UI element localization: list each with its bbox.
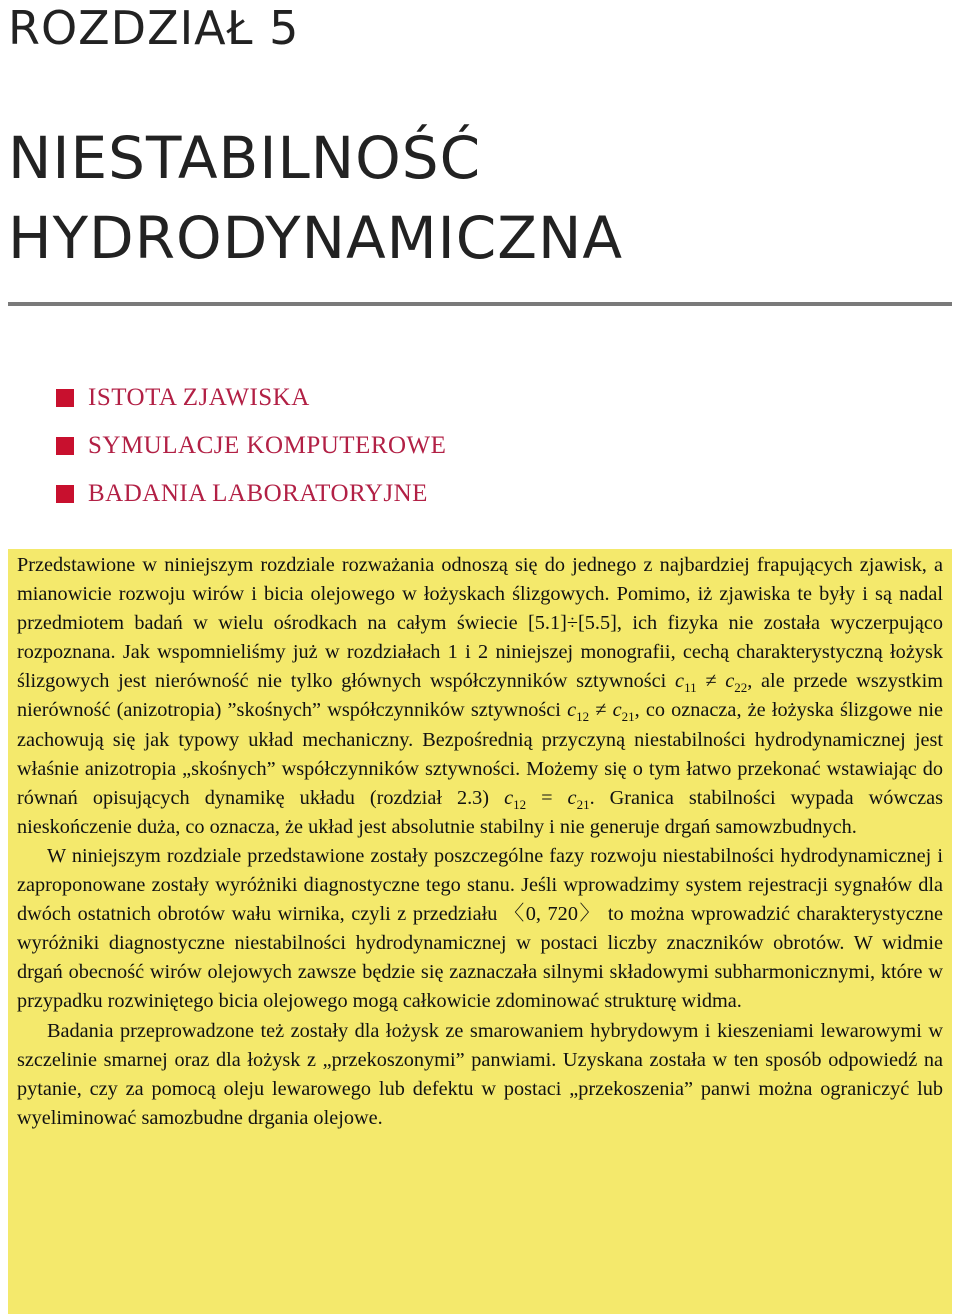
- math-subscript: 12: [576, 709, 590, 725]
- square-bullet-icon: [56, 389, 74, 407]
- math-symbol: c: [504, 786, 514, 809]
- text-run: Przedstawione w niniejszym rozdziale rozważania odnoszą się do jednego z najbardziej frapujących zjawisk, a mianowicie rozwoju wirów i bicia olejowego w łożyskach ślizgowych. Pomimo, iż zjawiska te były i są nadal przedmiotem badań w wielu ośrodkach na całym świecie [5.1]÷[5.5], ich fizyka nie została wyczerpująco rozpoznana. Jak wspomnieliśmy już w rozdziałach 1 i 2 niniejszej monografii, cechą charakterystyczną łożysk ślizgowych jest nierówność nie tylko głównych współczynników sztywności: [17, 554, 943, 693]
- topic-item: [56, 470, 446, 518]
- chapter-topics-list: [56, 374, 446, 518]
- topic-label: BADANIA LABORATORYJNE: [88, 480, 428, 507]
- text-run: . Granica stabilności wypada wówczas nieskończenie duża, co oznacza, że układ jest absolutnie stabilny i nie generuje drgań samowzbudnych.: [17, 786, 943, 838]
- intro-paragraph-1: [17, 551, 943, 842]
- math-operator: ≠: [696, 670, 726, 693]
- math-subscript: 11: [684, 680, 697, 696]
- text-run: , co oznacza, że łożyska ślizgowe nie zachowują się jak typowy układ mechaniczny. Bezpośrednią przyczyną niestabilności hydrodynamicznej jest właśnie anizotropia „skośnych” współczynników sztywności. Możemy się o tym łatwo przekonać wstawiając do równań opisujących dynamikę układu (rozdział 2.3): [17, 699, 943, 809]
- math-symbol: c: [567, 786, 577, 809]
- square-bullet-icon: [56, 485, 74, 503]
- chapter-intro-box: [8, 549, 952, 1314]
- topic-label: ISTOTA ZJAWISKA: [88, 384, 310, 411]
- intro-paragraph-3: Badania przeprowadzone też zostały dla łożysk ze smarowaniem hybrydowym i kieszeniami lewarowymi w szczelinie smarnej oraz dla łożysk z „przekoszonymi” panwiami. Uzyskana została w ten sposób odpowiedź na pytanie, czy za pomocą oleju lewarowego lub defektu w postaci „przekoszenia” panwi można ograniczyć lub wyeliminować samozbudne drgania olejowe.: [17, 1019, 943, 1129]
- math-operator: =: [526, 786, 568, 809]
- topic-item: [56, 422, 446, 470]
- topic-label: SYMULACJE KOMPUTEROWE: [88, 432, 447, 459]
- math-symbol: c: [675, 670, 685, 693]
- square-bullet-icon: [56, 437, 74, 455]
- text-run: , ale przede wszystkim nierówność (anizotropia) ”skośnych” współczynników sztywności: [17, 670, 943, 722]
- chapter-title: [8, 118, 623, 278]
- chapter-title-line-1: NIESTABILNOŚĆ: [8, 124, 482, 192]
- math-symbol: c: [567, 699, 577, 722]
- math-operator: ≠: [589, 699, 613, 722]
- math-subscript: 21: [576, 796, 590, 812]
- chapter-title-line-2: HYDRODYNAMICZNA: [8, 204, 624, 272]
- math-symbol: c: [725, 670, 735, 693]
- math-subscript: 12: [513, 796, 527, 812]
- math-subscript: 21: [621, 709, 635, 725]
- math-subscript: 22: [734, 680, 748, 696]
- chapter-label: ROZDZIAŁ 5: [8, 1, 300, 55]
- topic-item: [56, 374, 446, 422]
- title-divider: [8, 302, 952, 306]
- math-symbol: c: [612, 699, 622, 722]
- intro-paragraph-2: W niniejszym rozdziale przedstawione zostały poszczególne fazy rozwoju niestabilności hydrodynamicznej i zaproponowane zostały wyróżniki diagnostyczne tego stanu. Jeśli wprowadzimy system rejestracji sygnałów dla dwóch ostatnich obrotów wału wirnika, czyli z przedziału 〈0, 720〉 to można wprowadzić charakterystyczne wyróżniki diagnostyczne niestabilności hydrodynamicznej w postaci liczby znaczników obrotów. W widmie drgań obecność wirów olejowych zawsze będzie się zaznaczała silnymi składowymi subharmonicznymi, które w przypadku rozwiniętego bicia olejowego mogą całkowicie zdominować strukturę widma.: [17, 844, 943, 1013]
